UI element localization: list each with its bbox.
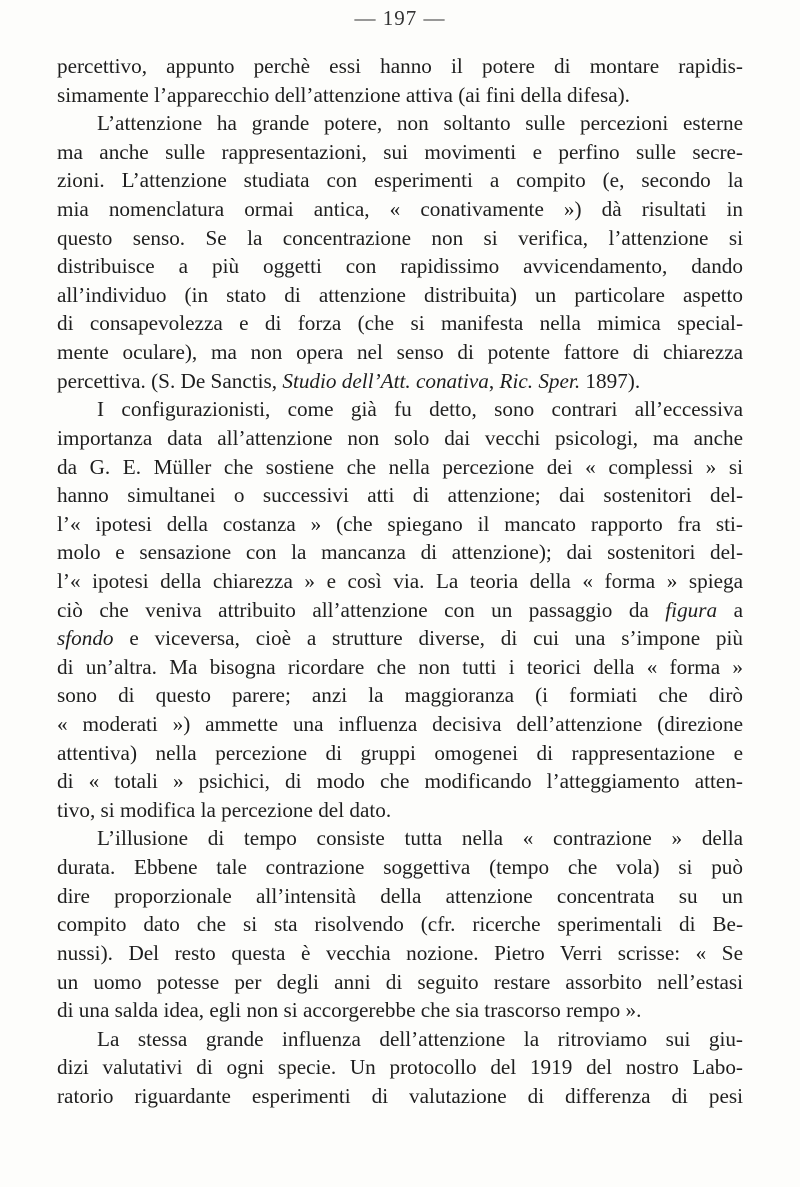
text-line: hanno simultanei o successivi atti di attenzione; dai sostenitori del- (57, 483, 743, 508)
body-text (57, 52, 743, 1111)
text-line: attentiva) nella percezione di gruppi omogenei di rappresentazione e (57, 740, 743, 765)
text-line: un uomo potesse per degli anni di seguito restare assorbito nell’estasi (57, 969, 743, 994)
text-line: durata. Ebbene tale contrazione soggettiva (tempo che vola) si può (57, 855, 743, 880)
text-line: l’« ipotesi della chiarezza » e così via. La teoria della « forma » spiega (57, 568, 743, 593)
text-line: di un’altra. Ma bisogna ricordare che non tutti i teorici della « forma » (57, 654, 743, 679)
text-line: sfondo e viceversa, cioè a strutture diverse, di cui una s’impone più (57, 626, 743, 651)
text-line: l’« ipotesi della costanza » (che spiegano il mancato rapporto fra sti- (57, 511, 743, 536)
text-line: zioni. L’attenzione studiata con esperimenti a compito (e, secondo la (57, 168, 743, 193)
text-line: distribuisce a più oggetti con rapidissimo avvicendamento, dando (57, 254, 743, 279)
text-line: di consapevolezza e di forza (che si manifesta nella mimica special- (57, 311, 743, 336)
text-line: ciò che veniva attribuito all’attenzione con un passaggio da figura a (57, 597, 743, 622)
text-line: dire proporzionale all’intensità della attenzione concentrata su un (57, 883, 743, 908)
text-line: La stessa grande influenza dell’attenzione la ritroviamo sui giu- (97, 1026, 743, 1051)
text-line: nussi). Del resto questa è vecchia nozione. Pietro Verri scrisse: « Se (57, 940, 743, 965)
text-line: ma anche sulle rappresentazioni, sui movimenti e perfino sulle secre- (57, 139, 743, 164)
text-line: mente oculare), ma non opera nel senso di potente fattore di chiarezza (57, 340, 743, 365)
text-line: importanza data all’attenzione non solo dai vecchi psicologi, ma anche (57, 425, 743, 450)
text-line: « moderati ») ammette una influenza decisiva dell’attenzione (direzione (57, 712, 743, 737)
text-line: sono di questo parere; anzi la maggioranza (i formiati che dirò (57, 683, 743, 708)
text-line: dizi valutativi di ogni specie. Un protocollo del 1919 del nostro Labo- (57, 1055, 743, 1080)
text-line: percettivo, appunto perchè essi hanno il potere di montare rapidis- (57, 54, 743, 78)
text-line: ratorio riguardante esperimenti di valutazione di differenza di pesi (57, 1083, 743, 1108)
text-line: da G. E. Müller che sostiene che nella percezione dei « complessi » si (57, 454, 743, 479)
text-line: tivo, si modifica la percezione del dato. (57, 797, 392, 822)
page-number: — 197 — (354, 6, 446, 30)
text-line: simamente l’apparecchio dell’attenzione attiva (ai fini della difesa). (57, 82, 630, 107)
text-line: L’attenzione ha grande potere, non soltanto sulle percezioni esterne (97, 111, 743, 136)
text-line: percettiva. (S. De Sanctis, Studio dell’Att. conativa, Ric. Sper. 1897). (57, 368, 641, 393)
text-line: di una salda idea, egli non si accorgerebbe che sia trascorso rempo ». (57, 998, 642, 1023)
text-line: di « totali » psichici, di modo che modificando l’atteggiamento atten- (57, 769, 743, 794)
text-line: questo senso. Se la concentrazione non si verifica, l’attenzione si (57, 225, 743, 250)
text-line: I configurazionisti, come già fu detto, sono contrari all’eccessiva (97, 397, 743, 422)
text-line: compito dato che si sta risolvendo (cfr. ricerche sperimentali di Be- (57, 912, 743, 937)
text-line: L’illusione di tempo consiste tutta nella « contrazione » della (97, 826, 743, 851)
text-line: molo e sensazione con la mancanza di attenzione); dai sostenitori del- (57, 540, 743, 565)
text-line: all’individuo (in stato di attenzione distribuita) un particolare aspetto (57, 282, 743, 307)
text-line: mia nomenclatura ormai antica, « conativamente ») dà risultati in (57, 197, 743, 222)
